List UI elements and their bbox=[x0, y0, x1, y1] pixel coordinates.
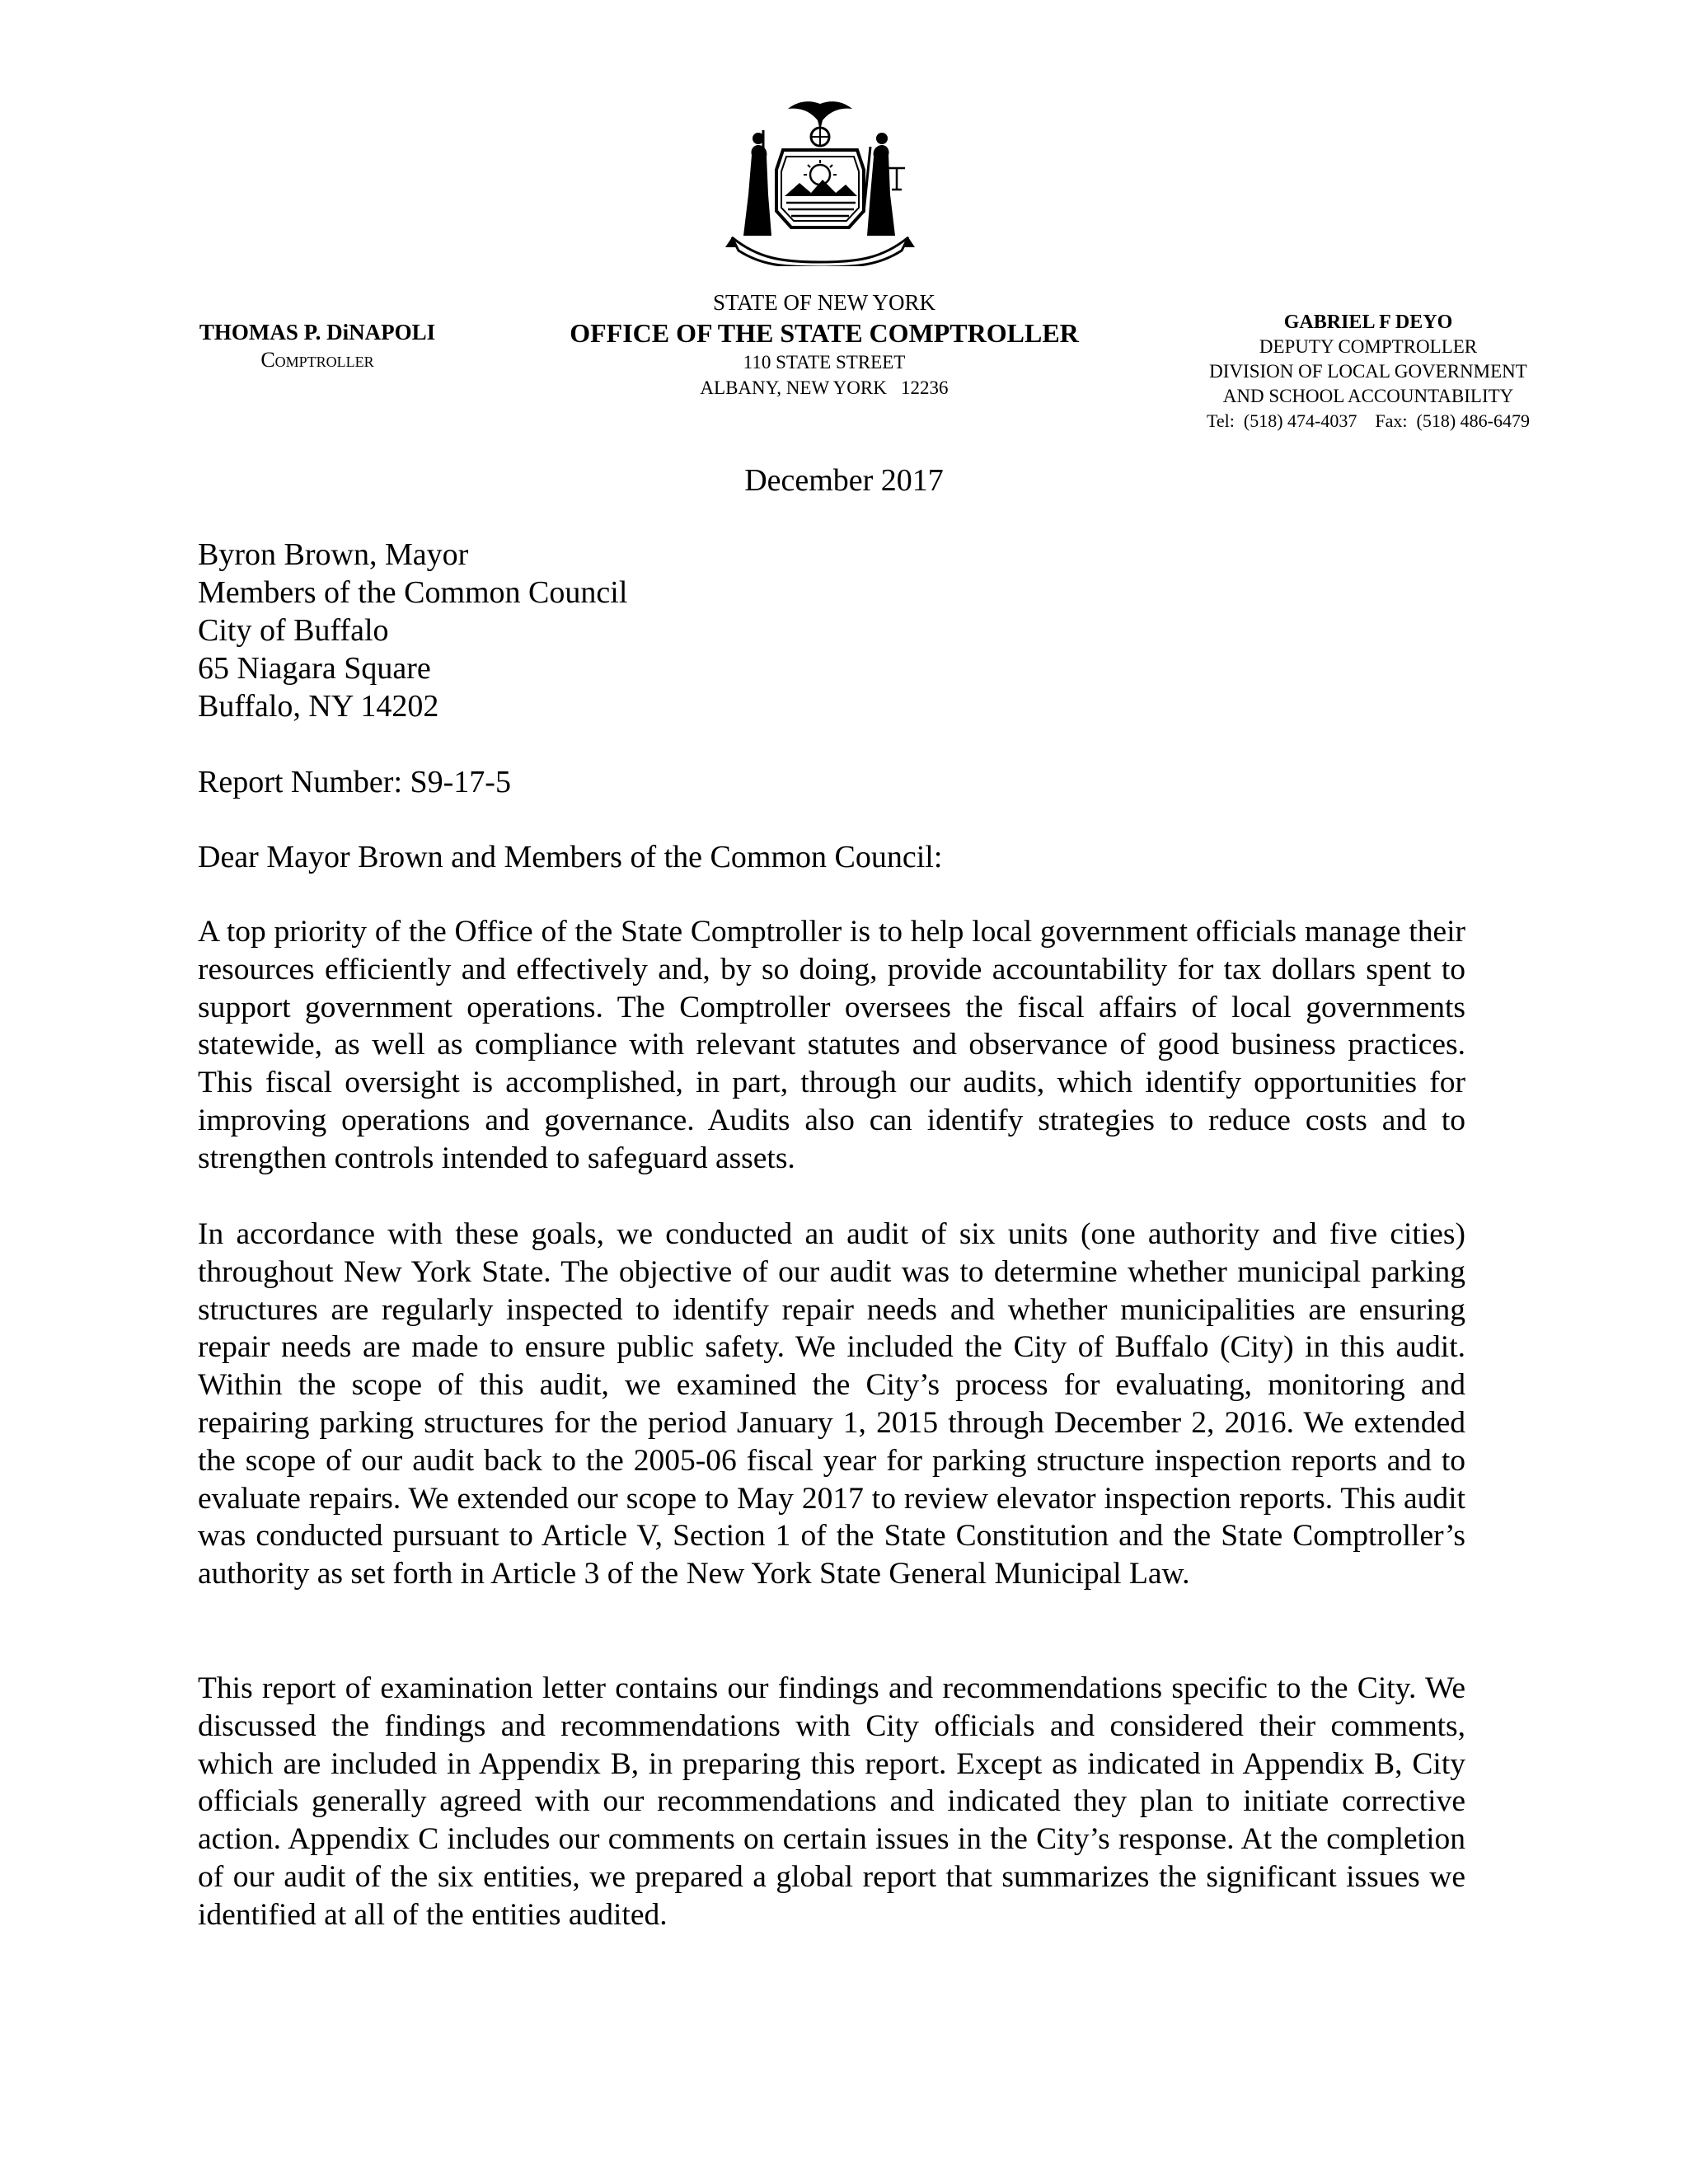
addressee-line: City of Buffalo bbox=[198, 613, 389, 648]
addressee-line: Byron Brown, Mayor bbox=[198, 537, 469, 572]
report-number: Report Number: S9-17-5 bbox=[198, 765, 511, 799]
salutation: Dear Mayor Brown and Members of the Common Council: bbox=[198, 840, 943, 874]
letter-date: December 2017 bbox=[744, 463, 944, 498]
body-paragraph: A top priority of the Office of the State Comptroller is to help local government officials manage their resources efficiently and effectively and, by so doing, provide accountability for tax dollars spent to support government operations. The Comptroller oversees the fiscal affairs of local governments statewide, as well as compliance with relevant statutes and observance of good business practices. This fiscal oversight is accomplished, in part, through our audits, which identify opportunities for improving operations and governance. Audits also can identify strategies to reduce costs and to strengthen controls intended to safeguard assets. bbox=[198, 915, 1465, 1175]
telephone-number: Tel: (518) 474-4037 bbox=[1207, 410, 1357, 431]
office-city: ALBANY, NEW YORK 12236 bbox=[700, 377, 949, 398]
body-paragraph: In accordance with these goals, we conducted an audit of six units (one authority and five cities) throughout New York State. The objective of our audit was to determine whether municipal parking structures are regularly inspected to identify repair needs and whether municipalities are ensuring repair needs are made to ensure public safety. We included the City of Buffalo (City) in this audit. Within the scope of this audit, we examined the City’s process for evaluating, monitoring and repairing parking structures for the period January 1, 2015 through December 2, 2016. We extended the scope of our audit back to the 2005-06 fiscal year for parking structure inspection reports and to evaluate repairs. We extended our scope to May 2017 to review elevator inspection reports. This audit was conducted pursuant to Article V, Section 1 of the State Constitution and the State Comptroller’s authority as set forth in Article 3 of the New York State General Municipal Law. bbox=[198, 1217, 1465, 1591]
division-line-2: AND SCHOOL ACCOUNTABILITY bbox=[1222, 386, 1514, 406]
office-street: 110 STATE STREET bbox=[743, 352, 906, 373]
deputy-comptroller-block bbox=[1154, 310, 1582, 434]
contact-numbers bbox=[1154, 409, 1582, 434]
addressee-line: 65 Niagara Square bbox=[198, 651, 431, 686]
addressee-block bbox=[198, 536, 627, 725]
comptroller-block bbox=[165, 318, 470, 374]
state-name: STATE OF NEW YORK bbox=[712, 290, 936, 315]
office-block bbox=[536, 288, 1113, 401]
new-york-state-seal-icon bbox=[725, 97, 915, 266]
addressee-line: Buffalo, NY 14202 bbox=[198, 689, 439, 724]
comptroller-title: Comptroller bbox=[260, 348, 374, 372]
comptroller-name: THOMAS P. DiNAPOLI bbox=[199, 320, 436, 344]
state-seal bbox=[725, 97, 915, 266]
deputy-name: GABRIEL F DEYO bbox=[1283, 312, 1453, 333]
division-line-1: DIVISION OF LOCAL GOVERNMENT bbox=[1209, 361, 1527, 382]
deputy-title: DEPUTY COMPTROLLER bbox=[1259, 336, 1478, 357]
office-name: OFFICE OF THE STATE COMPTROLLER bbox=[570, 318, 1079, 348]
fax-number: Fax: (518) 486-6479 bbox=[1375, 410, 1530, 431]
addressee-line: Members of the Common Council bbox=[198, 575, 628, 610]
body-paragraph: This report of examination letter contains our findings and recommendations specific to the City. We discussed the findings and recommendations with City officials and considered their comments, which are included in Appendix B, in preparing this report. Except as indicated in Appendix B, City officials generally agreed with our recommendations and indicated they plan to initiate corrective action. Appendix C includes our comments on certain issues in the City’s response. At the completion of our audit of the six entities, we prepared a global report that summarizes the significant issues we identified at all of the entities audited. bbox=[198, 1671, 1465, 1932]
